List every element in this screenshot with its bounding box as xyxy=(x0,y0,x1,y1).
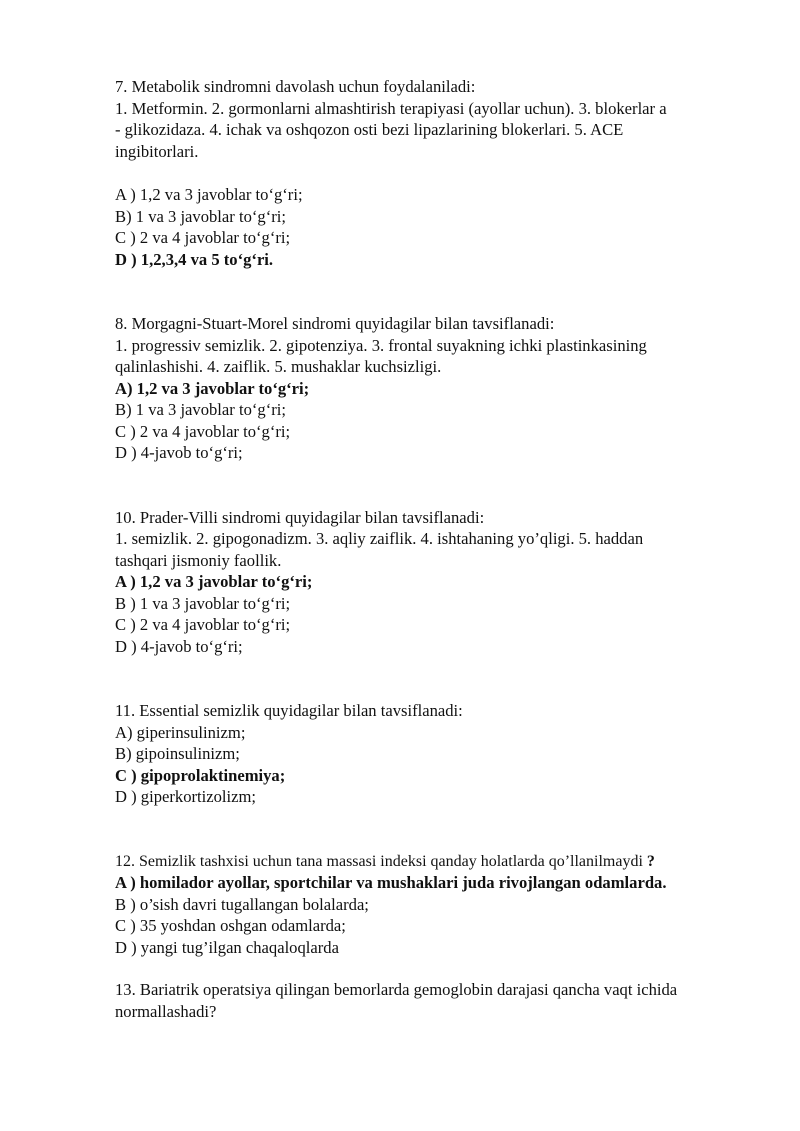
question-8 xyxy=(115,313,755,464)
answer-option-c: C ) 35 yoshdan oshgan odamlarda; xyxy=(115,916,346,935)
question-body-line: ingibitorlari. xyxy=(115,141,199,161)
question-title: 13. Bariatrik operatsiya qilingan bemorlarda gemoglobin darajasi qancha vaqt ichida xyxy=(115,980,678,999)
answer-option-d: D ) giperkortizolizm; xyxy=(115,787,257,806)
answer-option-a: A) giperinsulinizm; xyxy=(115,722,246,742)
answer-option-b: B ) 1 va 3 javoblar to‘g‘ri; xyxy=(115,593,291,613)
answer-option-a-correct: A ) 1,2 va 3 javoblar to‘g‘ri; xyxy=(115,572,313,591)
question-12 xyxy=(115,851,755,959)
question-11 xyxy=(115,700,755,808)
question-7 xyxy=(115,76,755,270)
question-body-line: 1. Metformin. 2. gormonlarni almashtirish terapiyasi (ayollar uchun). 3. blokerlar a xyxy=(115,98,667,118)
question-title: 11. Essential semizlik quyidagilar bilan tavsiflanadi: xyxy=(115,701,463,720)
answer-option-d: D ) yangi tug’ilgan chaqaloqlarda xyxy=(115,937,339,957)
question-title: 7. Metabolik sindromni davolash uchun foydalaniladi: xyxy=(115,77,476,96)
document-page xyxy=(115,76,755,1022)
answer-option-c: C ) 2 va 4 javoblar to‘g‘ri; xyxy=(115,421,291,441)
question-title xyxy=(115,851,755,873)
question-body-line: tashqari jismoniy faollik. xyxy=(115,550,282,570)
answer-option-b: B ) o’sish davri tugallangan bolalarda; xyxy=(115,894,369,914)
question-body-line: qalinlashishi. 4. zaiflik. 5. mushaklar kuchsizligi. xyxy=(115,357,442,376)
question-body-line: normallashadi? xyxy=(115,1001,217,1021)
answer-option-b: B) 1 va 3 javoblar to‘g‘ri; xyxy=(115,400,286,419)
question-mark: ? xyxy=(646,852,655,870)
question-title: 8. Morgagni-Stuart-Morel sindromi quyidagilar bilan tavsiflanadi: xyxy=(115,314,555,333)
question-title: 10. Prader-Villi sindromi quyidagilar bilan tavsiflanadi: xyxy=(115,507,485,527)
answer-option-a-correct: A ) homilador ayollar, sportchilar va mushaklari juda rivojlangan odamlarda. xyxy=(115,873,667,892)
question-13 xyxy=(115,979,755,1022)
answer-option-b: B) gipoinsulinizm; xyxy=(115,744,240,763)
answer-option-c: C ) 2 va 4 javoblar to‘g‘ri; xyxy=(115,228,291,247)
answer-option-c-correct: C ) gipoprolaktinemiya; xyxy=(115,765,286,785)
answer-option-d-correct: D ) 1,2,3,4 va 5 to‘g‘ri. xyxy=(115,249,274,269)
answer-option-a: A ) 1,2 va 3 javoblar to‘g‘ri; xyxy=(115,185,303,204)
question-body-line: 1. progressiv semizlik. 2. gipotenziya. 3. frontal suyakning ichki plastinkasining xyxy=(115,335,647,355)
answer-option-b: B) 1 va 3 javoblar to‘g‘ri; xyxy=(115,206,286,226)
question-10 xyxy=(115,507,755,658)
answer-option-a-correct: A) 1,2 va 3 javoblar to‘g‘ri; xyxy=(115,378,310,398)
question-body-line: - glikozidaza. 4. ichak va oshqozon osti bezi lipazlarining blokerlari. 5. ACE xyxy=(115,120,624,139)
question-title-text: 12. Semizlik tashxisi uchun tana massasi indeksi qanday holatlarda qo’llanilmaydi xyxy=(115,852,643,870)
question-body-line: 1. semizlik. 2. gipogonadizm. 3. aqliy zaiflik. 4. ishtahaning yo’qligi. 5. haddan xyxy=(115,529,644,548)
answer-option-d: D ) 4-javob to‘g‘ri; xyxy=(115,443,243,462)
answer-option-d: D ) 4-javob to‘g‘ri; xyxy=(115,636,243,656)
answer-option-c: C ) 2 va 4 javoblar to‘g‘ri; xyxy=(115,615,291,634)
